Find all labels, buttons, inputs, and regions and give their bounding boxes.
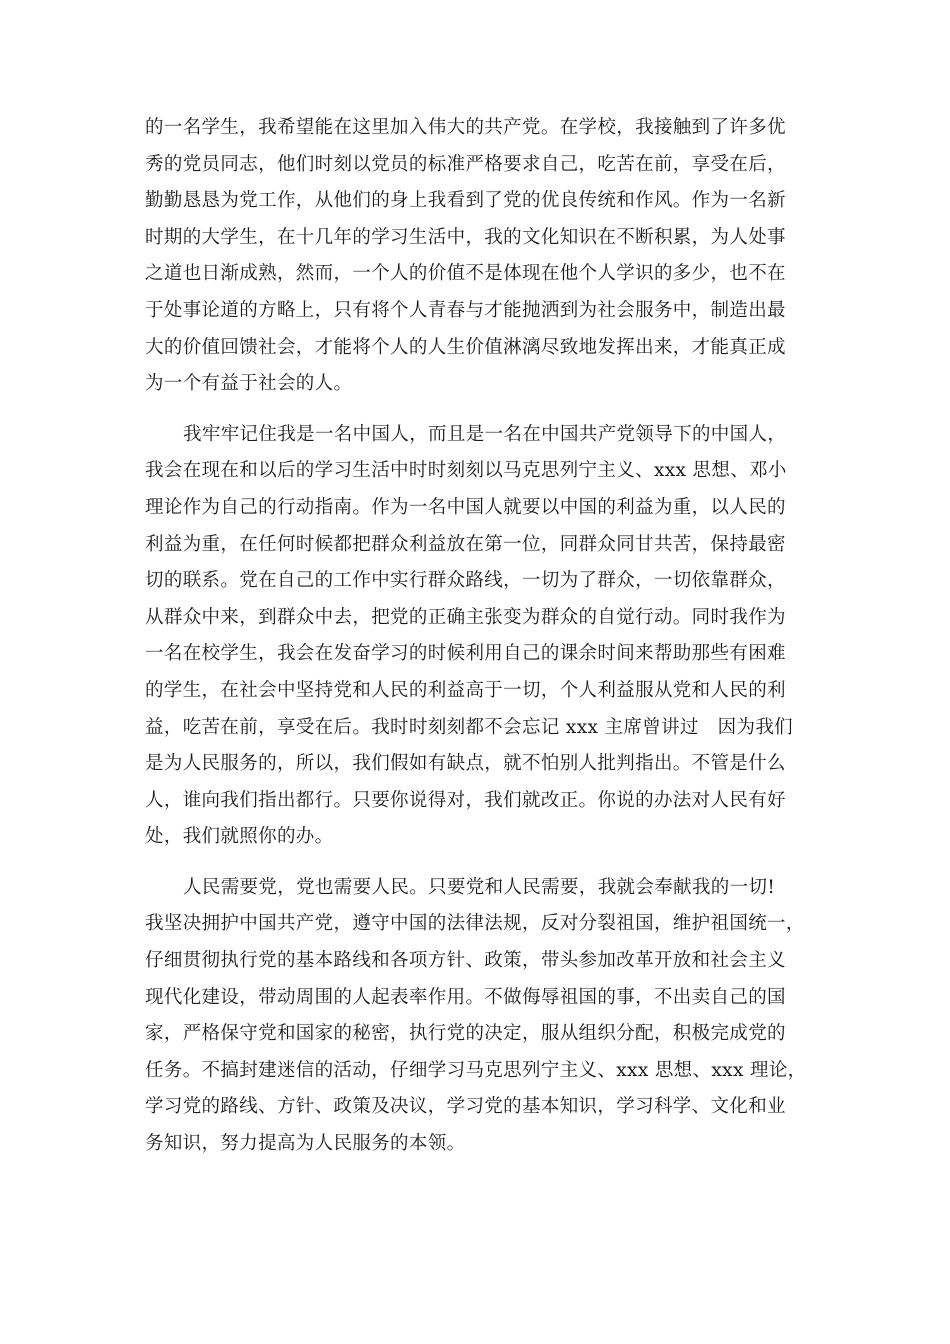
text-line: 的一名学生，我希望能在这里加入伟大的共产党。在学校，我接触到了许多优: [145, 117, 786, 138]
text-line: 务知识，努力提高为人民服务的本领。: [145, 1133, 466, 1155]
text-line: 家，严格保守党和国家的秘密，执行党的决定，服从组织分配，积极完成党的: [145, 1023, 786, 1045]
text-line: 任务。不搞封建迷信的活动，仔细学习马克思列宁主义、xxx 思想、xxx 理论，: [145, 1059, 807, 1081]
text-line: 益，吃苦在前，享受在后。我时时刻刻都不会忘记 xxx 主席曾讲过 因为我们: [145, 716, 794, 738]
text-line: 从群众中来，到群众中去，把党的正确主张变为群众的自觉行动。同时我作为: [145, 606, 786, 628]
paragraph: [145, 110, 805, 403]
text-line: 为一个有益于社会的人。: [145, 373, 353, 395]
text-line: 之道也日渐成熟，然而，一个人的价值不是体现在他个人学识的多少，也不在: [145, 263, 786, 285]
text-line: 切的联系。党在自己的工作中实行群众路线，一切为了群众，一切依靠群众，: [145, 570, 786, 592]
text-line: 一名在校学生，我会在发奋学习的时候利用自己的课余时间来帮助那些有困难: [145, 643, 786, 665]
text-line: 大的价值回馈社会，才能将个人的人生价值淋漓尽致地发挥出来，才能真正成: [145, 336, 786, 358]
document-body: [145, 110, 805, 1177]
text-line: 于处事论道的方略上，只有将个人青春与才能抛洒到为社会服务中，制造出最: [145, 299, 786, 321]
paragraph: [145, 417, 805, 856]
text-line: 是为人民服务的，所以，我们假如有缺点，就不怕别人批判指出。不管是什么: [145, 753, 786, 775]
text-line: 仔细贯彻执行党的基本路线和各项方针、政策，带头参加改革开放和社会主义: [145, 950, 786, 972]
text-line: 我会在现在和以后的学习生活中时时刻刻以马克思列宁主义、xxx 思想、邓小: [145, 460, 787, 482]
text-line: 处，我们就照你的办。: [145, 826, 334, 848]
text-line: 时期的大学生，在十几年的学习生活中，我的文化知识在不断积累，为人处事: [145, 226, 786, 248]
text-line: 秀的党员同志，他们时刻以党员的标准严格要求自己，吃苦在前，享受在后，: [145, 153, 786, 175]
paragraph: [145, 870, 805, 1163]
text-line: 我牢牢记住我是一名中国人，而且是一名在中国共产党领导下的中国人，: [183, 423, 787, 445]
text-line: 学习党的路线、方针、政策及决议，学习党的基本知识，学习科学、文化和业: [145, 1096, 786, 1118]
text-line: 我坚决拥护中国共产党，遵守中国的法律法规，反对分裂祖国，维护祖国统一，: [145, 913, 805, 935]
text-line: 的学生，在社会中坚持党和人民的利益高于一切，个人利益服从党和人民的利: [145, 679, 786, 701]
text-line: 人，谁向我们指出都行。只要你说得对，我们就改正。你说的办法对人民有好: [145, 789, 786, 811]
text-line: 勤勤恳恳为党工作，从他们的身上我看到了党的优良传统和作风。作为一名新: [145, 190, 786, 212]
text-line: 理论作为自己的行动指南。作为一名中国人就要以中国的利益为重，以人民的: [145, 496, 786, 518]
text-line: 现代化建设，带动周围的人起表率作用。不做侮辱祖国的事，不出卖自己的国: [145, 986, 786, 1008]
text-line: 人民需要党，党也需要人民。只要党和人民需要，我就会奉献我的一切!: [183, 876, 776, 898]
text-line: 利益为重，在任何时候都把群众利益放在第一位，同群众同甘共苦，保持最密: [145, 533, 786, 555]
